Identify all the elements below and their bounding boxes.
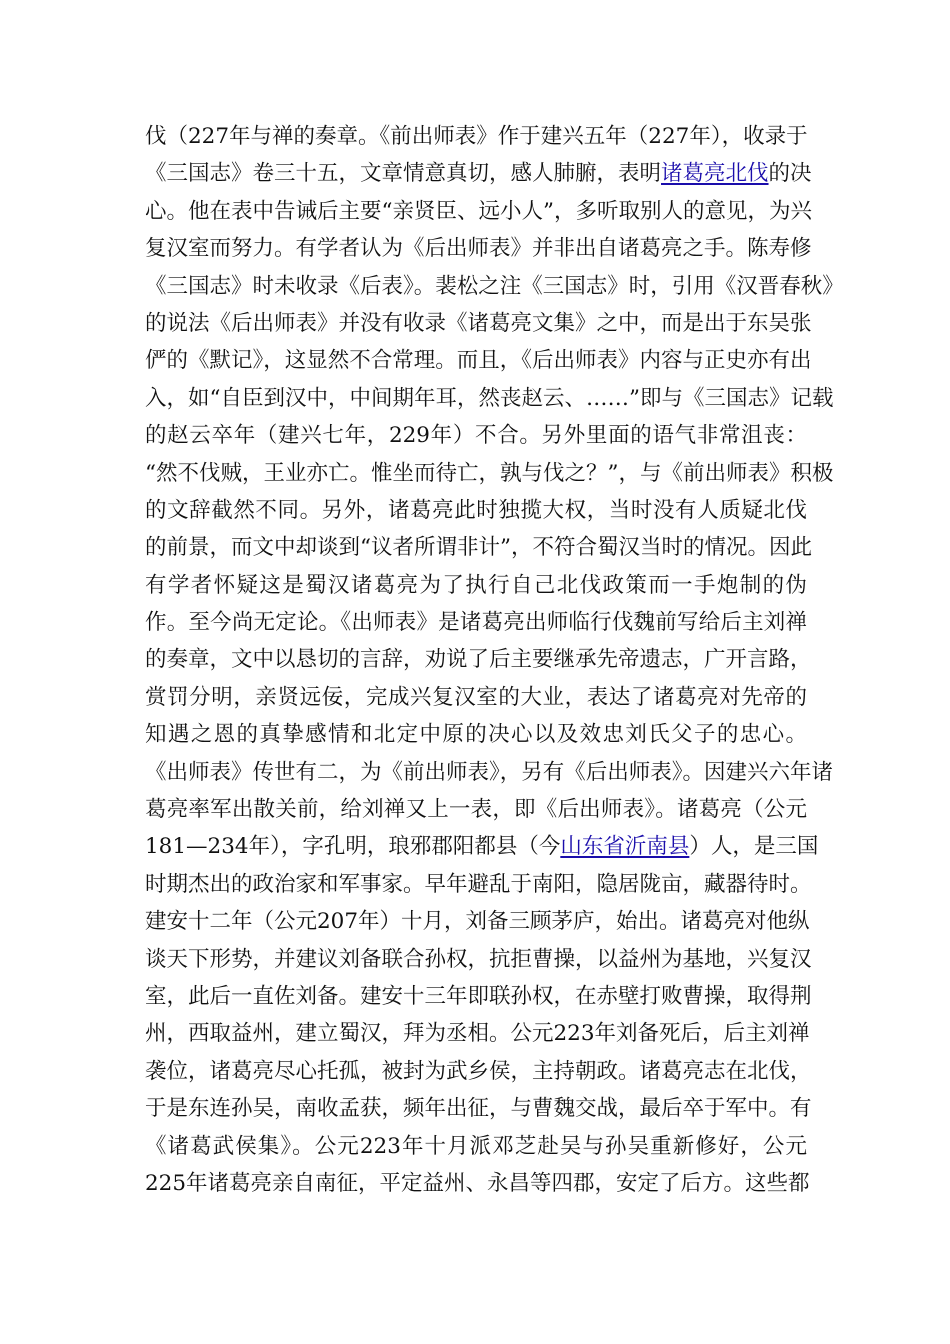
text-line bbox=[145, 305, 812, 342]
text-line bbox=[145, 1053, 812, 1090]
text-line bbox=[145, 1090, 812, 1127]
text-line bbox=[145, 866, 812, 903]
text-line bbox=[145, 230, 812, 267]
text-segment: 《出师表》传世有二，为《前出师表》，另有《后出师表》。因建兴六年诸 bbox=[145, 759, 834, 785]
text-segment: 时期杰出的政治家和军事家。早年避乱于南阳，隐居陇亩，藏器待时。 bbox=[145, 871, 812, 897]
text-line bbox=[145, 828, 819, 865]
hyperlink[interactable]: 诸葛亮北伐 bbox=[661, 161, 769, 187]
text-segment: 复汉室而努力。有学者认为《后出师表》并非出自诸葛亮之手。陈寿修 bbox=[145, 236, 812, 262]
text-segment: 225年诸葛亮亲自南征，平定益州、永昌等四郡，安定了后方。这些都 bbox=[145, 1170, 810, 1196]
text-segment: 《三国志》时未收录《后表》。裴松之注《三国志》时，引用《汉晋春秋》 bbox=[145, 273, 844, 299]
text-segment: 俨的《默记》，这显然不合常理。而且，《后出师表》内容与正史亦有出 bbox=[145, 348, 812, 374]
text-line bbox=[145, 903, 810, 940]
text-segment: 葛亮率军出散关前，给刘禅又上一表，即《后出师表》。诸葛亮（公元 bbox=[145, 797, 807, 823]
text-line bbox=[145, 754, 834, 791]
hyperlink[interactable]: 山东省沂南县 bbox=[560, 834, 690, 860]
text-line bbox=[145, 567, 807, 604]
text-line bbox=[145, 791, 807, 828]
text-segment: 作。至今尚无定论。《出师表》是诸葛亮出师临行伐魏前写给后主刘禅 bbox=[145, 610, 807, 636]
text-segment: 入，如“自臣到汉中，中间期年耳，然丧赵云、……”即与《三国志》记载 bbox=[145, 385, 834, 411]
text-segment: 心。他在表中告诫后主要“亲贤臣、远小人”，多听取别人的意见，为兴 bbox=[145, 198, 812, 224]
text-segment: 《诸葛武侯集》。公元223年十月派邓芝赴吴与孙吴重新修好，公元 bbox=[145, 1133, 807, 1159]
document-body-text bbox=[145, 118, 844, 1202]
text-segment: ）人，是三国 bbox=[689, 834, 819, 860]
text-segment: 谈天下形势，并建议刘备联合孙权，抗拒曹操，以益州为基地，兴复汉 bbox=[145, 946, 812, 972]
text-line bbox=[145, 604, 807, 641]
text-line bbox=[145, 380, 834, 417]
text-segment: 181—234年），字孔明，琅邪郡阳都县（今 bbox=[145, 834, 561, 860]
text-line bbox=[145, 1015, 810, 1052]
text-line bbox=[145, 118, 807, 155]
text-segment: 州，西取益州，建立蜀汉，拜为丞相。公元223年刘备死后，后主刘禅 bbox=[145, 1021, 810, 1047]
text-segment: 的决 bbox=[768, 161, 812, 187]
text-segment: 赏罚分明，亲贤远佞，完成兴复汉室的大业，表达了诸葛亮对先帝的 bbox=[145, 684, 807, 710]
text-segment: 知遇之恩的真挚感情和北定中原的决心以及效忠刘氏父子的忠心。 bbox=[145, 722, 807, 748]
text-line bbox=[145, 716, 807, 753]
text-segment: 《三国志》卷三十五，文章情意真切，感人肺腑，表明 bbox=[145, 161, 662, 187]
text-segment: 有学者怀疑这是蜀汉诸葛亮为了执行自己北伐政策而一手炮制的伪 bbox=[145, 572, 807, 598]
text-segment: 的说法《后出师表》并没有收录《诸葛亮文集》之中，而是出于东吴张 bbox=[145, 310, 812, 336]
text-line bbox=[145, 978, 812, 1015]
text-segment: 伐（227年与禅的奏章。《前出师表》作于建兴五年（227年），收录于 bbox=[145, 124, 808, 149]
text-line bbox=[145, 1128, 807, 1165]
text-segment: 的奏章，文中以恳切的言辞，劝说了后主要继承先帝遗志，广开言路， bbox=[145, 647, 812, 673]
text-line bbox=[145, 417, 807, 454]
text-line bbox=[145, 492, 807, 529]
text-line bbox=[145, 641, 812, 678]
text-segment: 袭位，诸葛亮尽心托孤，被封为武乡侯，主持朝政。诸葛亮志在北伐， bbox=[145, 1058, 812, 1084]
text-segment: 建安十二年（公元207年）十月，刘备三顾茅庐，始出。诸葛亮对他纵 bbox=[145, 909, 810, 935]
text-segment: 的前景，而文中却谈到“议者所谓非计”，不符合蜀汉当时的情况。因此 bbox=[145, 535, 812, 561]
text-line bbox=[145, 941, 812, 978]
text-line bbox=[145, 342, 812, 379]
text-line bbox=[145, 529, 812, 566]
text-line bbox=[145, 679, 807, 716]
text-segment: 室，此后一直佐刘备。建安十三年即联孙权，在赤壁打败曹操，取得荆 bbox=[145, 983, 812, 1009]
text-segment: 于是东连孙吴，南收孟获，频年出征，与曹魏交战，最后卒于军中。有 bbox=[145, 1096, 812, 1122]
text-line bbox=[145, 455, 834, 492]
text-line bbox=[145, 268, 844, 305]
text-line bbox=[145, 155, 812, 192]
text-line bbox=[145, 1165, 810, 1202]
text-segment: 的文辞截然不同。另外，诸葛亮此时独揽大权，当时没有人质疑北伐 bbox=[145, 497, 807, 523]
text-segment: “然不伐贼，王业亦亡。惟坐而待亡，孰与伐之？”，与《前出师表》积极 bbox=[145, 460, 834, 486]
text-line bbox=[145, 193, 812, 230]
text-segment: 的赵云卒年（建兴七年，229年）不合。另外里面的语气非常沮丧： bbox=[145, 423, 807, 449]
